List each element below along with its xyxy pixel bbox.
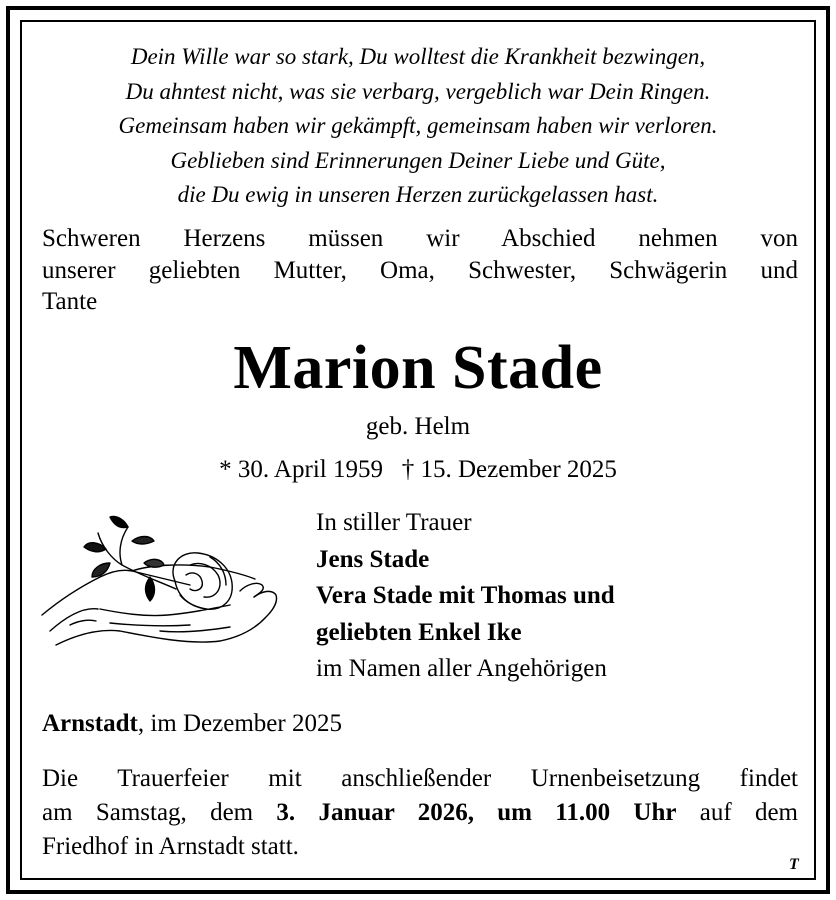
service-line (42, 796, 798, 830)
mourning-intro: In stiller Trauer (316, 509, 472, 536)
mourner-name: Vera Stade mit Thomas und (316, 582, 615, 609)
service-line-text: am Samstag, dem (42, 799, 277, 826)
service-line: Friedhof in Arnstadt statt. (42, 833, 299, 860)
publisher-mark: T (789, 856, 799, 873)
life-dates (0, 454, 836, 486)
mourning-closing: im Namen aller Angehörigen (316, 655, 607, 682)
birth-date: * 30. April 1959 (219, 456, 383, 483)
place-date (42, 708, 342, 740)
poem-line: Gemeinsam haben wir gekämpft, gemeinsam haben wir verloren. (118, 113, 718, 138)
place-date-text: , im Dezember 2025 (137, 710, 342, 737)
poem-line: Geblieben sind Erinnerungen Deiner Liebe und Güte, (170, 147, 666, 173)
place-city: Arnstadt (42, 710, 138, 737)
mourner-name: Jens Stade (316, 545, 430, 573)
mourner-name: geliebten Enkel Ike (316, 618, 522, 646)
service-info (42, 762, 798, 864)
service-line: Die Trauerfeier mit anschließender Urnenbeisetzung findet (42, 765, 798, 792)
intro-line: Tante (42, 288, 98, 315)
death-date: † 15. Dezember 2025 (401, 456, 617, 483)
deceased-name: Marion Stade (233, 334, 603, 402)
poem-line: Dein Wille war so stark, Du wolltest die Krankheit bezwingen, (130, 44, 706, 69)
poem-line: Du ahntest nicht, was sie verbarg, vergeblich war Dein Ringen. (125, 78, 711, 104)
intro-text (42, 223, 798, 318)
service-date: 3. Januar 2026, um 11.00 Uhr (276, 799, 677, 826)
poem-line: die Du ewig in unseren Herzen zurückgelassen hast. (177, 182, 659, 207)
service-line-text: auf dem (676, 799, 799, 826)
mourners-block (316, 505, 796, 688)
intro-line: Schweren Herzens müssen wir Abschied nehmen von (42, 225, 798, 252)
intro-line: unserer geliebten Mutter, Oma, Schwester, Schwägerin und (42, 256, 798, 284)
poem (30, 40, 806, 213)
hand-holding-rose-icon (40, 505, 285, 665)
maiden-name: geb. Helm (365, 413, 471, 440)
